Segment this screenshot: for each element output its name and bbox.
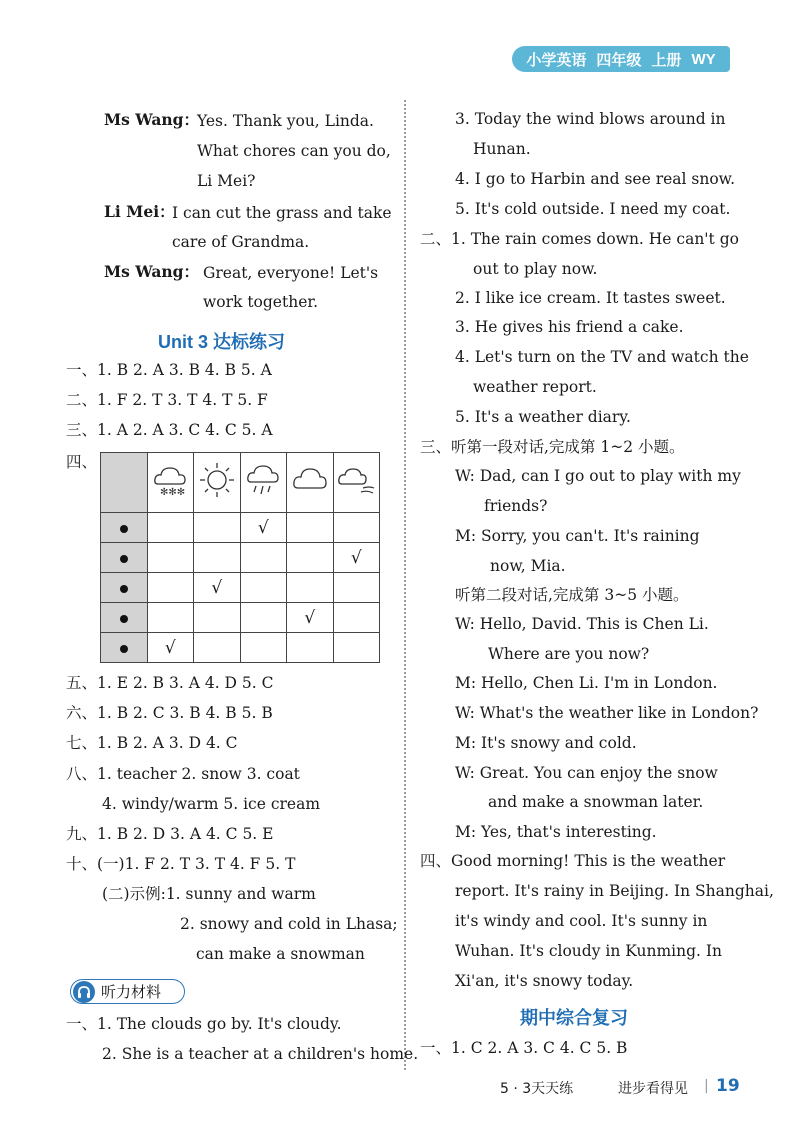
header-volume: 上册	[651, 51, 682, 69]
right-line: weather report.	[473, 378, 597, 396]
table-header-row	[101, 453, 380, 513]
check-mark: √	[287, 603, 334, 633]
dialogue-line: Li Mei?	[197, 172, 256, 190]
table-cell	[194, 513, 241, 543]
dialogue-line: I can cut the grass and take	[172, 204, 392, 222]
table-cell	[240, 543, 287, 573]
right-line: Xi'an, it's snowy today.	[455, 972, 634, 990]
right-line: M: Sorry, you can't. It's raining	[455, 527, 700, 545]
right-line: W: Hello, David. This is Chen Li.	[455, 615, 709, 633]
right-line: W: Dad, can I go out to play with my	[455, 467, 741, 485]
listening-material-badge	[70, 979, 185, 1004]
table-row	[101, 513, 380, 543]
table-row	[101, 573, 380, 603]
dialogue-line: Great, everyone! Let's	[203, 264, 379, 282]
wind-cloud-icon	[333, 453, 380, 513]
blank-icon	[101, 453, 148, 513]
sun-icon	[194, 453, 241, 513]
listening-line-2: 2. She is a teacher at a children's home.	[102, 1045, 419, 1063]
listening-material-label: 听力材料	[101, 983, 162, 1001]
header-subject: 小学英语	[526, 51, 587, 69]
check-mark: √	[240, 513, 287, 543]
right-line: 4. I go to Harbin and see real snow.	[455, 170, 736, 188]
row-bullet	[101, 543, 148, 573]
page-number: 19	[716, 1076, 740, 1096]
row-bullet	[101, 633, 148, 663]
header-edition: WY	[691, 50, 716, 68]
table-cell	[194, 633, 241, 663]
snowy-cloud-icon	[147, 453, 194, 513]
answer-sec10-line1: 十、(一)1. F 2. T 3. T 4. F 5. T	[66, 855, 296, 873]
weather-answer-table	[100, 452, 380, 663]
right-line: 四、Good morning! This is the weather	[420, 852, 726, 870]
right-line: and make a snowman later.	[488, 793, 704, 811]
table-cell	[194, 603, 241, 633]
table-cell	[147, 543, 194, 573]
answer-sec10-line2: (二)示例:1. sunny and warm	[102, 885, 316, 903]
right-line: Where are you now?	[488, 645, 650, 663]
header-banner	[512, 46, 730, 72]
table-cell	[147, 603, 194, 633]
answer-sec7: 七、1. B 2. A 3. D 4. C	[66, 734, 238, 752]
speaker-li-mei: Li Mei：	[104, 202, 175, 221]
answer-sec6: 六、1. B 2. C 3. B 4. B 5. B	[66, 704, 273, 722]
right-line: 5. It's a weather diary.	[455, 408, 631, 426]
right-line: 听第二段对话,完成第 3~5 小题。	[455, 586, 689, 604]
footer-brand: 5 · 3天天练	[500, 1081, 574, 1097]
table-cell	[147, 513, 194, 543]
right-line: 3. Today the wind blows around in	[455, 110, 726, 128]
dialogue-line: What chores can you do,	[197, 142, 391, 160]
headphones-icon	[73, 981, 95, 1003]
unit-3-title: Unit 3 达标练习	[158, 332, 286, 352]
answer-sec10-line3: 2. snowy and cold in Lhasa;	[180, 915, 398, 933]
column-divider	[404, 100, 406, 1070]
table-cell	[240, 573, 287, 603]
footer-slogan: 进步看得见	[618, 1081, 688, 1097]
dialogue-line: work together.	[203, 293, 319, 311]
table-cell	[240, 633, 287, 663]
svg-text:✻✻✻: ✻✻✻	[160, 487, 186, 498]
check-mark: √	[147, 633, 194, 663]
answer-sec3: 三、1. A 2. A 3. C 4. C 5. A	[66, 421, 273, 439]
right-line: Wuhan. It's cloudy in Kunming. In	[455, 942, 722, 960]
table-cell	[333, 603, 380, 633]
midterm-review-title: 期中综合复习	[520, 1008, 628, 1028]
dialogue-line: care of Grandma.	[172, 233, 310, 251]
table-cell	[333, 633, 380, 663]
table-cell	[287, 543, 334, 573]
table-cell	[287, 573, 334, 603]
page-footer	[500, 1076, 740, 1100]
answer-sec8-line1: 八、1. teacher 2. snow 3. coat	[66, 765, 300, 783]
right-line: 2. I like ice cream. It tastes sweet.	[455, 289, 726, 307]
row-bullet	[101, 513, 148, 543]
table-cell	[287, 513, 334, 543]
table-cell	[194, 543, 241, 573]
answer-sec10-line4: can make a snowman	[196, 945, 365, 963]
right-line: W: Great. You can enjoy the snow	[455, 764, 718, 782]
answer-sec5: 五、1. E 2. B 3. A 4. D 5. C	[66, 674, 274, 692]
right-line: Hunan.	[473, 140, 531, 158]
right-line: 一、1. C 2. A 3. C 4. C 5. B	[420, 1039, 628, 1057]
right-line: 二、1. The rain comes down. He can't go	[420, 230, 739, 248]
footer-separator: |	[704, 1078, 709, 1094]
answer-sec8-line2: 4. windy/warm 5. ice cream	[102, 795, 321, 813]
right-line: 3. He gives his friend a cake.	[455, 318, 684, 336]
right-line: out to play now.	[473, 260, 598, 278]
right-line: 4. Let's turn on the TV and watch the	[455, 348, 749, 366]
header-grade: 四年级	[596, 51, 642, 69]
listening-line-1: 一、1. The clouds go by. It's cloudy.	[66, 1015, 342, 1033]
table-row	[101, 543, 380, 573]
check-mark: √	[194, 573, 241, 603]
row-bullet	[101, 603, 148, 633]
dialogue-line: Yes. Thank you, Linda.	[197, 112, 374, 130]
right-line: 三、听第一段对话,完成第 1~2 小题。	[420, 438, 685, 456]
table-cell	[147, 573, 194, 603]
right-line: M: Yes, that's interesting.	[455, 823, 657, 841]
table-row	[101, 633, 380, 663]
right-line: M: It's snowy and cold.	[455, 734, 637, 752]
answer-sec2: 二、1. F 2. T 3. T 4. T 5. F	[66, 391, 268, 409]
check-mark: √	[333, 543, 380, 573]
table-cell	[240, 603, 287, 633]
answer-sec1: 一、1. B 2. A 3. B 4. B 5. A	[66, 361, 272, 379]
right-line: M: Hello, Chen Li. I'm in London.	[455, 674, 718, 692]
table-row	[101, 603, 380, 633]
speaker-ms-wang-1: Ms Wang：	[104, 110, 199, 129]
answer-sec4-label: 四、	[66, 453, 98, 471]
right-line: 5. It's cold outside. I need my coat.	[455, 200, 731, 218]
table-cell	[333, 513, 380, 543]
answer-sec9: 九、1. B 2. D 3. A 4. C 5. E	[66, 825, 274, 843]
table-cell	[333, 573, 380, 603]
table-cell	[287, 633, 334, 663]
right-line: W: What's the weather like in London?	[455, 704, 759, 722]
cloud-icon	[287, 453, 334, 513]
right-line: it's windy and cool. It's sunny in	[455, 912, 708, 930]
row-bullet	[101, 573, 148, 603]
right-line: now, Mia.	[490, 557, 566, 575]
right-line: friends?	[484, 497, 548, 515]
rain-cloud-icon	[240, 453, 287, 513]
speaker-ms-wang-2: Ms Wang：	[104, 262, 199, 281]
right-line: report. It's rainy in Beijing. In Shanghai,	[455, 882, 774, 900]
